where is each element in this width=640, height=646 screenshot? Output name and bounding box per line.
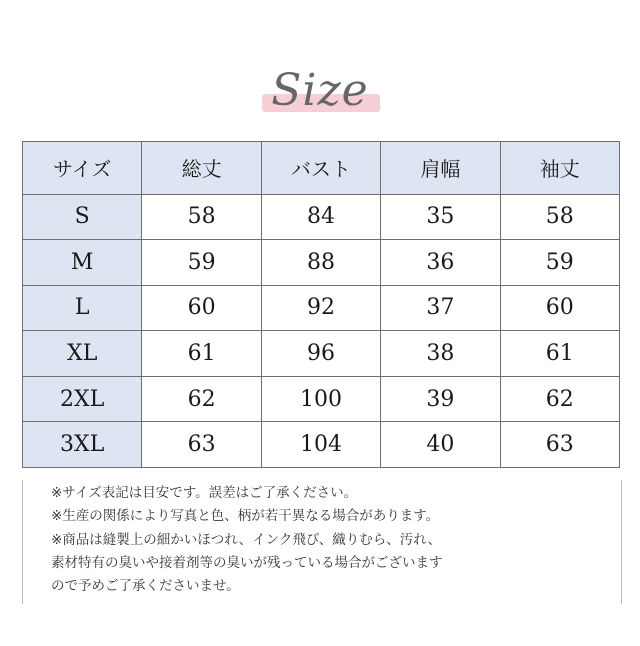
- table-row: [23, 194, 620, 240]
- table-cell: 104: [261, 422, 380, 468]
- note-line: ので予めご了承くださいませ。: [51, 578, 240, 595]
- size-label: S: [23, 194, 142, 240]
- size-label: L: [23, 285, 142, 331]
- table-header-row: [23, 142, 620, 195]
- header-shoulder: 肩幅: [381, 142, 500, 195]
- note-line: ※商品は縫製上の細かいほつれ、インク飛び、織りむら、汚れ、: [51, 531, 442, 548]
- table-row: [23, 331, 620, 377]
- note-line: 素材特有の臭いや接着剤等の臭いが残っている場合がございます: [51, 554, 443, 571]
- header-length: 総丈: [142, 142, 261, 195]
- header-sleeve: 袖丈: [500, 142, 619, 195]
- table-cell: 61: [142, 331, 261, 377]
- table-cell: 36: [381, 240, 500, 286]
- table-cell: 100: [261, 376, 380, 422]
- size-label: 3XL: [23, 422, 142, 468]
- table-cell: 62: [142, 376, 261, 422]
- table-cell: 40: [381, 422, 500, 468]
- table-row: [23, 422, 620, 468]
- table-cell: 59: [142, 240, 261, 286]
- table-cell: 88: [261, 240, 380, 286]
- table-cell: 35: [381, 194, 500, 240]
- table-cell: 38: [381, 331, 500, 377]
- table-cell: 58: [500, 194, 619, 240]
- header-bust: バスト: [261, 142, 380, 195]
- table-cell: 96: [261, 331, 380, 377]
- title-area: [0, 62, 640, 122]
- table-row: [23, 285, 620, 331]
- table-cell: 60: [500, 285, 619, 331]
- table-cell: 63: [500, 422, 619, 468]
- note-line: ※サイズ表記は目安です。誤差はご了承ください。: [51, 485, 358, 501]
- note-line: ※生産の関係により写真と色、柄が若干異なる場合があります。: [51, 508, 440, 525]
- table-cell: 59: [500, 240, 619, 286]
- size-label: M: [23, 240, 142, 286]
- table-cell: 58: [142, 194, 261, 240]
- table-cell: 62: [500, 376, 619, 422]
- table-cell: 84: [261, 194, 380, 240]
- size-label: 2XL: [23, 376, 142, 422]
- table-cell: 39: [381, 376, 500, 422]
- table-cell: 60: [142, 285, 261, 331]
- notes-box: [22, 480, 622, 604]
- size-table: [22, 141, 620, 468]
- table-cell: 61: [500, 331, 619, 377]
- page-title: Size: [271, 65, 369, 116]
- table-row: [23, 240, 620, 286]
- size-label: XL: [23, 331, 142, 377]
- table-cell: 63: [142, 422, 261, 468]
- table-row: [23, 376, 620, 422]
- table-cell: 37: [381, 285, 500, 331]
- table-cell: 92: [261, 285, 380, 331]
- header-size: サイズ: [23, 142, 142, 195]
